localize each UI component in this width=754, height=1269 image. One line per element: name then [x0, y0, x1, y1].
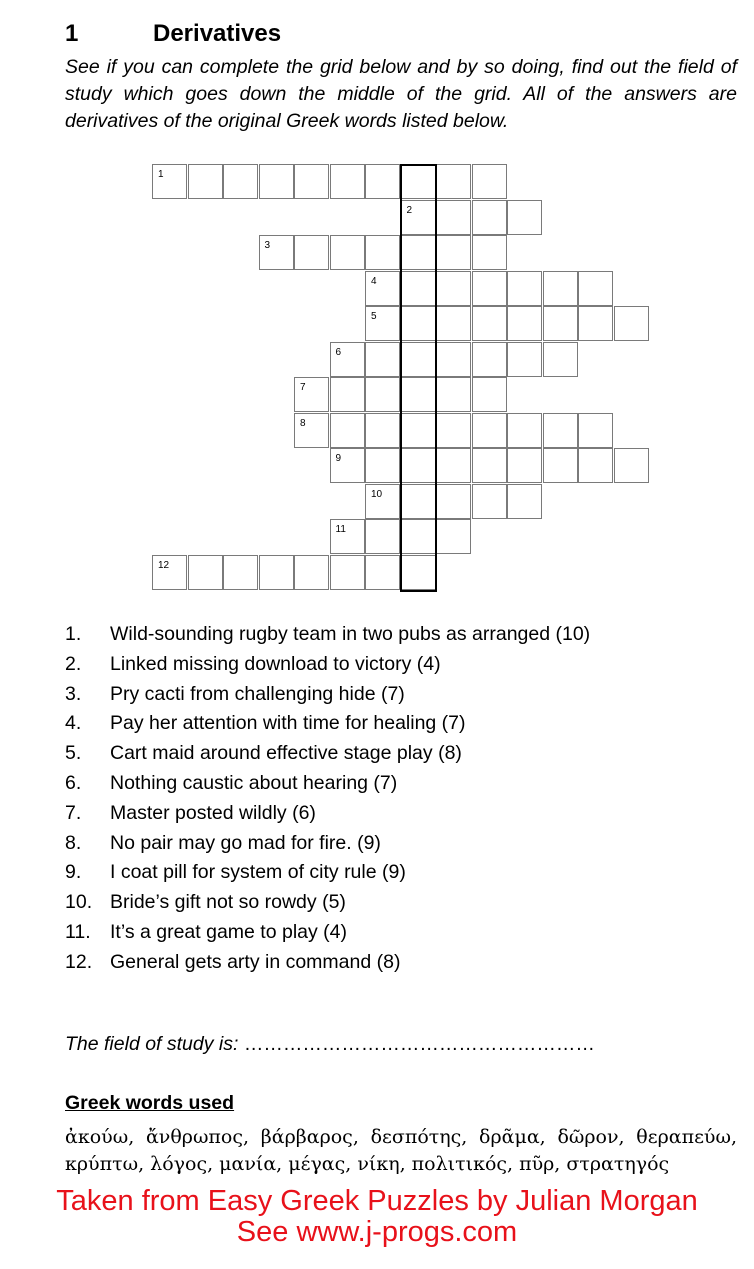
grid-cell[interactable]: [259, 235, 294, 270]
grid-cell[interactable]: [365, 235, 400, 270]
grid-cell[interactable]: [578, 271, 613, 306]
grid-cell[interactable]: [401, 484, 436, 519]
greek-words-list: ἀκούω, ἄνθρωπος, βάρβαρος, δεσπότης, δρᾶμα, δῶρον, θεραπεύω, κρύπτω, λόγος, μανία, μέγας, νίκη, πολιτικός, πῦρ, στρατηγός: [65, 1126, 737, 1175]
grid-cell[interactable]: [543, 448, 578, 483]
grid-cell[interactable]: [543, 413, 578, 448]
grid-cell[interactable]: [472, 377, 507, 412]
grid-cell[interactable]: [188, 164, 223, 199]
grid-cell[interactable]: [330, 448, 365, 483]
grid-cell[interactable]: [472, 342, 507, 377]
grid-cell[interactable]: [578, 413, 613, 448]
clue-text: Bride’s gift not so rowdy (5): [110, 891, 346, 914]
clue-list: [65, 620, 745, 978]
grid-clue-number: 11: [335, 524, 346, 535]
grid-cell[interactable]: [365, 484, 400, 519]
grid-cell[interactable]: [401, 342, 436, 377]
grid-cell[interactable]: [330, 377, 365, 412]
grid-cell[interactable]: [188, 555, 223, 590]
grid-clue-number: 5: [371, 311, 377, 322]
grid-cell[interactable]: [223, 555, 258, 590]
grid-cell[interactable]: [294, 164, 329, 199]
grid-cell[interactable]: [614, 448, 649, 483]
grid-cell[interactable]: [472, 413, 507, 448]
clue-number: 11.: [65, 920, 91, 943]
grid-cell[interactable]: [543, 342, 578, 377]
grid-clue-number: 2: [406, 204, 413, 216]
grid-cell[interactable]: [223, 164, 258, 199]
clue-text: Linked missing download to victory (4): [110, 652, 441, 675]
grid-cell[interactable]: [578, 306, 613, 341]
grid-cell[interactable]: [507, 306, 542, 341]
clue-item: [65, 680, 745, 710]
exercise-number: 1: [65, 20, 79, 47]
credit-book-line: Taken from Easy Greek Puzzles by Julian Morgan: [56, 1185, 698, 1217]
clue-text: Pay her attention with time for healing (7): [110, 712, 466, 735]
clue-item: [65, 888, 745, 918]
clue-number: 1.: [65, 623, 82, 645]
grid-cell[interactable]: [401, 306, 436, 341]
clue-text: General gets arty in command (8): [110, 950, 401, 973]
grid-cell[interactable]: [330, 342, 365, 377]
grid-cell[interactable]: [294, 555, 329, 590]
grid-cell[interactable]: [436, 377, 471, 412]
grid-cell[interactable]: [365, 271, 400, 306]
grid-cell[interactable]: [152, 555, 187, 590]
grid-clue-number: 8: [300, 417, 306, 429]
clue-number: 12.: [65, 950, 93, 973]
grid-cell[interactable]: [259, 164, 294, 199]
grid-cell[interactable]: [330, 519, 365, 554]
clue-item: [65, 650, 745, 680]
grid-cell[interactable]: [507, 342, 542, 377]
grid-cell[interactable]: [401, 200, 436, 235]
grid-cell[interactable]: [401, 164, 436, 199]
grid-cell[interactable]: [436, 200, 471, 235]
grid-cell[interactable]: [436, 519, 471, 554]
grid-cell[interactable]: [436, 413, 471, 448]
clue-number: 5.: [65, 742, 82, 765]
grid-cell[interactable]: [436, 342, 471, 377]
credit-footer: [0, 1186, 754, 1248]
grid-cell[interactable]: [401, 555, 436, 590]
grid-cell[interactable]: [401, 271, 436, 306]
grid-cell[interactable]: [401, 377, 436, 412]
grid-cell[interactable]: [401, 235, 436, 270]
grid-clue-number: 1: [158, 169, 164, 180]
clue-text: Cart maid around effective stage play (8): [110, 742, 462, 765]
clue-item: [65, 948, 745, 978]
grid-cell[interactable]: [365, 448, 400, 483]
grid-cell[interactable]: [436, 164, 471, 199]
clue-number: 2.: [65, 652, 82, 675]
clue-text: No pair may go mad for fire. (9): [110, 831, 381, 854]
exercise-instructions: See if you can complete the grid below and by so doing, find out the field of study which goes down the middle of the grid. All of the answers are derivatives of the original Greek words listed below.: [65, 56, 737, 132]
grid-clue-number: 10: [371, 488, 383, 500]
grid-cell[interactable]: [365, 342, 400, 377]
grid-clue-number: 7: [300, 382, 306, 393]
grid-cell[interactable]: [507, 271, 542, 306]
clue-text: It’s a great game to play (4): [110, 920, 348, 943]
grid-cell[interactable]: [365, 519, 400, 554]
grid-clue-number: 6: [335, 346, 342, 358]
grid-cell[interactable]: [330, 235, 365, 270]
field-of-study-answer-dots: ………………………………………………: [243, 1033, 595, 1055]
grid-cell[interactable]: [472, 164, 507, 199]
clue-item: [65, 829, 745, 859]
clue-number: 3.: [65, 682, 82, 705]
clue-item: [65, 620, 745, 650]
grid-clue-number: 12: [158, 559, 170, 571]
grid-cell[interactable]: [330, 555, 365, 590]
clue-number: 9.: [65, 861, 82, 884]
grid-cell[interactable]: [365, 377, 400, 412]
grid-cell[interactable]: [472, 271, 507, 306]
grid-clue-number: 3: [264, 240, 271, 251]
grid-cell[interactable]: [578, 448, 613, 483]
exercise-title: Derivatives: [153, 20, 282, 47]
grid-cell[interactable]: [472, 306, 507, 341]
crossword-grid: [0, 0, 754, 620]
grid-cell[interactable]: [401, 519, 436, 554]
grid-cell[interactable]: [543, 271, 578, 306]
grid-cell[interactable]: [294, 413, 329, 448]
credit-website-line: See www.j-progs.com: [236, 1216, 518, 1248]
grid-cell[interactable]: [365, 164, 400, 199]
clue-item: [65, 799, 745, 829]
clue-number: 4.: [65, 712, 82, 735]
field-of-study-label: The field of study is:: [65, 1033, 239, 1055]
grid-cell[interactable]: [152, 164, 187, 199]
clue-text: Pry cacti from challenging hide (7): [110, 682, 405, 705]
clue-item: [65, 739, 745, 769]
grid-cell[interactable]: [330, 413, 365, 448]
grid-cell[interactable]: [365, 413, 400, 448]
grid-cell[interactable]: [507, 200, 542, 235]
grid-cell[interactable]: [365, 555, 400, 590]
clue-text: Master posted wildly (6): [110, 801, 316, 824]
grid-cell[interactable]: [401, 448, 436, 483]
grid-cell[interactable]: [543, 306, 578, 341]
clue-number: 7.: [65, 801, 82, 824]
grid-cell[interactable]: [507, 413, 542, 448]
grid-cell[interactable]: [614, 306, 649, 341]
grid-clue-number: 9: [335, 453, 342, 464]
clue-number: 8.: [65, 831, 82, 854]
grid-cell[interactable]: [436, 235, 471, 270]
clue-item: [65, 858, 745, 888]
grid-cell[interactable]: [472, 200, 507, 235]
clue-item: [65, 918, 745, 948]
clue-item: [65, 709, 745, 739]
grid-cell[interactable]: [294, 235, 329, 270]
clue-text: I coat pill for system of city rule (9): [110, 861, 406, 884]
clue-text: Wild-sounding rugby team in two pubs as arranged (10): [110, 623, 591, 645]
clue-number: 10.: [65, 891, 93, 914]
clue-number: 6.: [65, 771, 82, 794]
greek-words-heading: Greek words used: [65, 1092, 235, 1114]
grid-clue-number: 4: [371, 275, 377, 287]
clue-item: [65, 769, 745, 799]
grid-cell[interactable]: [330, 164, 365, 199]
grid-cell[interactable]: [365, 306, 400, 341]
grid-cell[interactable]: [507, 448, 542, 483]
grid-cell[interactable]: [436, 448, 471, 483]
grid-cell[interactable]: [472, 448, 507, 483]
field-of-study-line: [65, 1033, 595, 1056]
grid-cell[interactable]: [436, 484, 471, 519]
grid-cell[interactable]: [472, 484, 507, 519]
grid-cell[interactable]: [507, 484, 542, 519]
grid-cell[interactable]: [259, 555, 294, 590]
grid-cell[interactable]: [401, 413, 436, 448]
grid-cell[interactable]: [436, 306, 471, 341]
clue-text: Nothing caustic about hearing (7): [110, 771, 398, 794]
grid-cell[interactable]: [472, 235, 507, 270]
grid-cell[interactable]: [436, 271, 471, 306]
grid-cell[interactable]: [294, 377, 329, 412]
